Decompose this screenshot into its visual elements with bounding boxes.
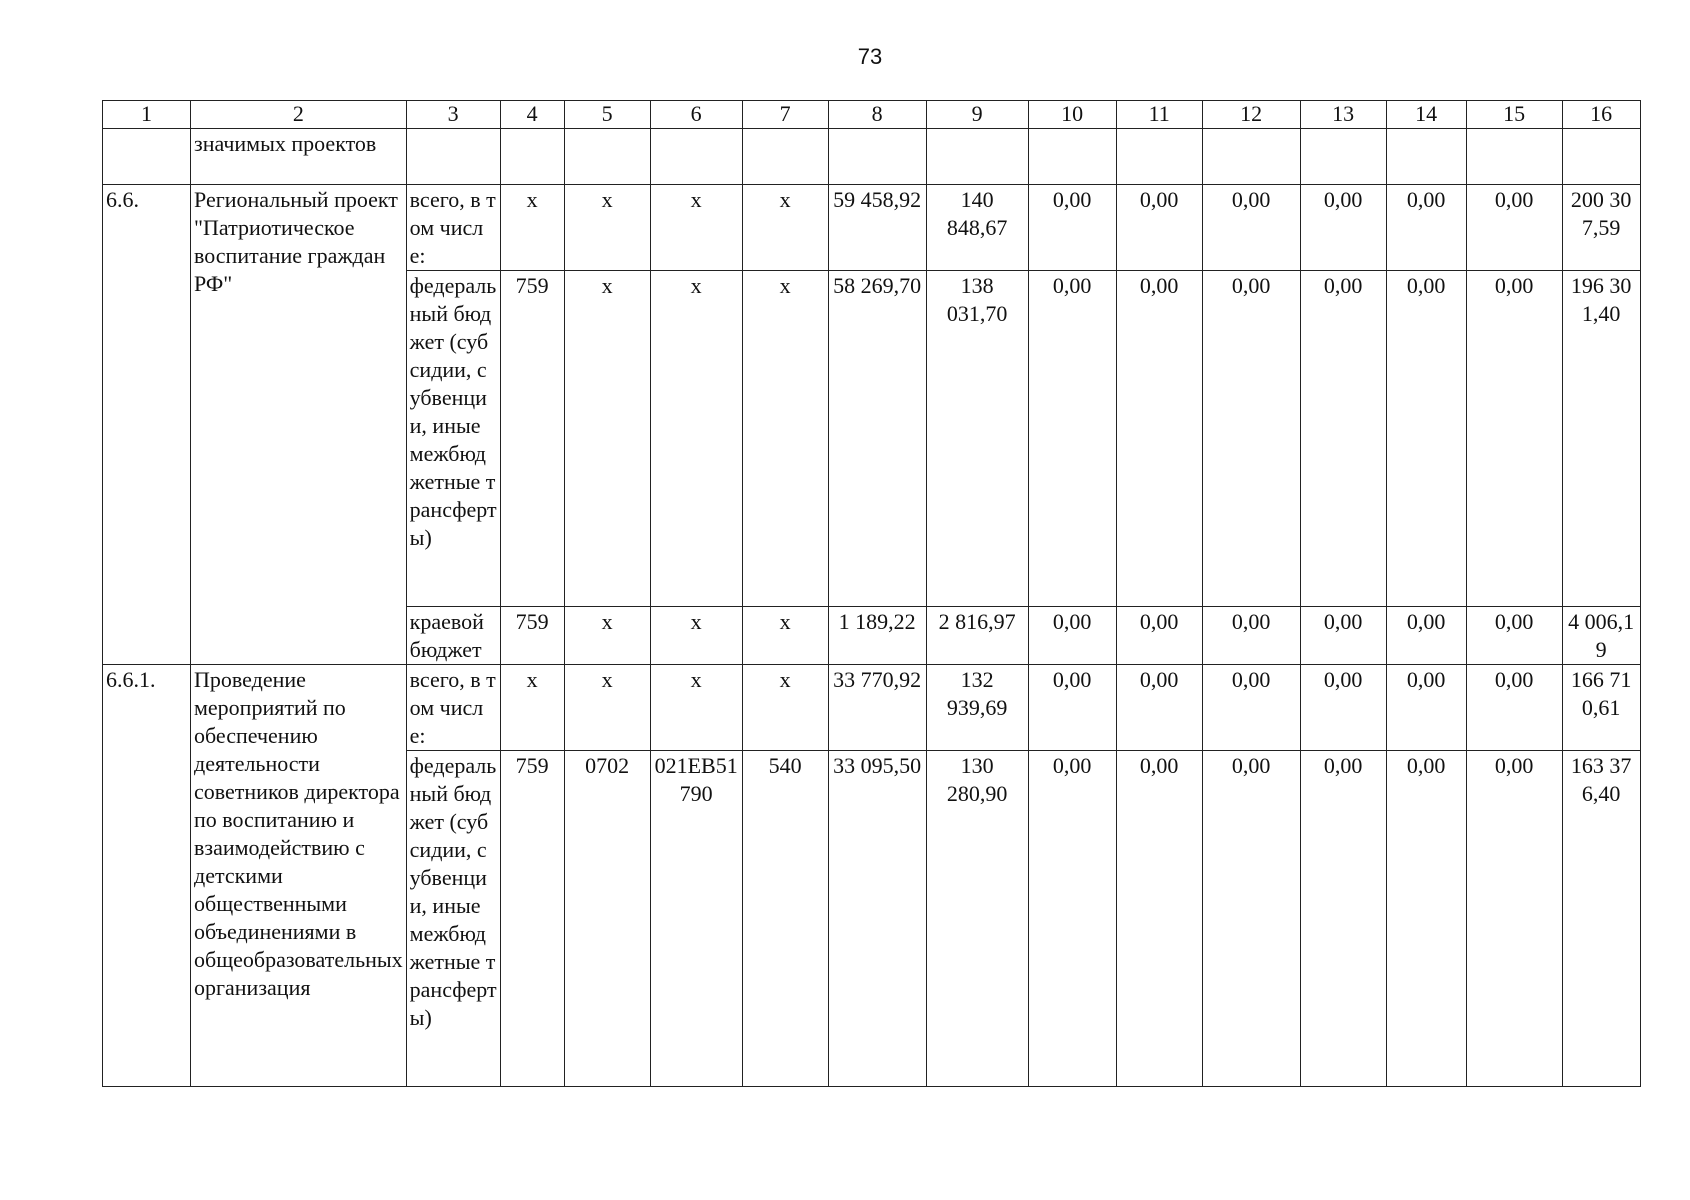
item-name-cell: значимых проектов: [191, 129, 407, 185]
cell-col13: 0,00: [1300, 185, 1386, 271]
cell-col7: x: [742, 665, 828, 751]
header-cell: 7: [742, 101, 828, 129]
cell-col6: x: [650, 665, 742, 751]
cell-col11: 0,00: [1116, 751, 1202, 1087]
table-header-row: [103, 101, 1641, 129]
budget-table: [102, 100, 1641, 1087]
funding-source-cell: всего, в том числе:: [406, 185, 500, 271]
header-cell: 8: [828, 101, 926, 129]
cell-col14: 0,00: [1386, 751, 1466, 1087]
cell-col4: 759: [500, 607, 564, 665]
continuation-row: [103, 129, 1641, 185]
cell-col14: 0,00: [1386, 607, 1466, 665]
cell-col9: 130 280,90: [926, 751, 1028, 1087]
cell-col12: 0,00: [1202, 665, 1300, 751]
cell-col11: 0,00: [1116, 665, 1202, 751]
row-num-cell: [103, 129, 191, 185]
item-name-cell: Региональный проект "Патриотическое воспитание граждан РФ": [191, 185, 407, 665]
funding-source-cell: всего, в том числе:: [406, 665, 500, 751]
header-cell: 13: [1300, 101, 1386, 129]
cell-col4: 759: [500, 751, 564, 1087]
header-cell: 1: [103, 101, 191, 129]
cell-col8: 58 269,70: [828, 271, 926, 607]
header-cell: 4: [500, 101, 564, 129]
header-cell: 10: [1028, 101, 1116, 129]
cell-col4: x: [500, 665, 564, 751]
cell-col15: 0,00: [1466, 271, 1562, 607]
cell-col9: 138 031,70: [926, 271, 1028, 607]
row-num-cell: 6.6.: [103, 185, 191, 665]
cell-col13: 0,00: [1300, 751, 1386, 1087]
table-row: [103, 665, 1641, 751]
cell-col8: 33 095,50: [828, 751, 926, 1087]
cell-col12: 0,00: [1202, 607, 1300, 665]
header-cell: 11: [1116, 101, 1202, 129]
cell-col4: x: [500, 185, 564, 271]
cell-col5: x: [564, 665, 650, 751]
cell-col5: x: [564, 185, 650, 271]
cell-col8: 1 189,22: [828, 607, 926, 665]
cell-col5: x: [564, 607, 650, 665]
cell-col10: 0,00: [1028, 607, 1116, 665]
cell-col13: 0,00: [1300, 271, 1386, 607]
cell-col13: 0,00: [1300, 665, 1386, 751]
cell-col16: 200 307,59: [1562, 185, 1640, 271]
cell-col8: 33 770,92: [828, 665, 926, 751]
header-cell: 5: [564, 101, 650, 129]
header-cell: 9: [926, 101, 1028, 129]
cell-col7: x: [742, 607, 828, 665]
header-cell: 2: [191, 101, 407, 129]
cell-col12: 0,00: [1202, 271, 1300, 607]
cell-col12: 0,00: [1202, 751, 1300, 1087]
header-cell: 12: [1202, 101, 1300, 129]
cell-col10: 0,00: [1028, 751, 1116, 1087]
row-num-cell: 6.6.1.: [103, 665, 191, 1087]
cell-col10: 0,00: [1028, 271, 1116, 607]
cell-col12: 0,00: [1202, 185, 1300, 271]
cell-col5: 0702: [564, 751, 650, 1087]
header-cell: 15: [1466, 101, 1562, 129]
cell-col15: 0,00: [1466, 751, 1562, 1087]
cell-col11: 0,00: [1116, 185, 1202, 271]
cell-col6: x: [650, 271, 742, 607]
cell-col15: 0,00: [1466, 665, 1562, 751]
cell-col16: 4 006,19: [1562, 607, 1640, 665]
cell-col15: 0,00: [1466, 185, 1562, 271]
header-cell: 6: [650, 101, 742, 129]
cell-col6: 021EB51790: [650, 751, 742, 1087]
cell-col6: x: [650, 185, 742, 271]
cell-col9: 140 848,67: [926, 185, 1028, 271]
cell-col7: 540: [742, 751, 828, 1087]
page-number: 73: [857, 44, 883, 69]
cell-col16: 196 301,40: [1562, 271, 1640, 607]
cell-col11: 0,00: [1116, 271, 1202, 607]
cell-col14: 0,00: [1386, 271, 1466, 607]
cell-col9: 132 939,69: [926, 665, 1028, 751]
cell-col11: 0,00: [1116, 607, 1202, 665]
funding-source-cell: краевой бюджет: [406, 607, 500, 665]
cell-col15: 0,00: [1466, 607, 1562, 665]
header-cell: 3: [406, 101, 500, 129]
cell-col8: 59 458,92: [828, 185, 926, 271]
cell-col14: 0,00: [1386, 185, 1466, 271]
cell-col16: 166 710,61: [1562, 665, 1640, 751]
table-row: [103, 185, 1641, 271]
cell-col13: 0,00: [1300, 607, 1386, 665]
funding-source-cell: федеральный бюджет (субсидии, субвенции, иные межбюджетные трансферты): [406, 751, 500, 1087]
item-name-cell: Проведение мероприятий по обеспечению деятельности советников директора по воспитанию и взаимодействию с детскими общественными объединениями в общеобразовательных организация: [191, 665, 407, 1087]
cell-col4: 759: [500, 271, 564, 607]
cell-col9: 2 816,97: [926, 607, 1028, 665]
cell-col10: 0,00: [1028, 665, 1116, 751]
cell-col5: x: [564, 271, 650, 607]
cell-col7: x: [742, 271, 828, 607]
header-cell: 16: [1562, 101, 1640, 129]
cell-col7: x: [742, 185, 828, 271]
cell-col14: 0,00: [1386, 665, 1466, 751]
funding-source-cell: федеральный бюджет (субсидии, субвенции, иные межбюджетные трансферты): [406, 271, 500, 607]
cell-col16: 163 376,40: [1562, 751, 1640, 1087]
cell-col10: 0,00: [1028, 185, 1116, 271]
cell-col6: x: [650, 607, 742, 665]
header-cell: 14: [1386, 101, 1466, 129]
